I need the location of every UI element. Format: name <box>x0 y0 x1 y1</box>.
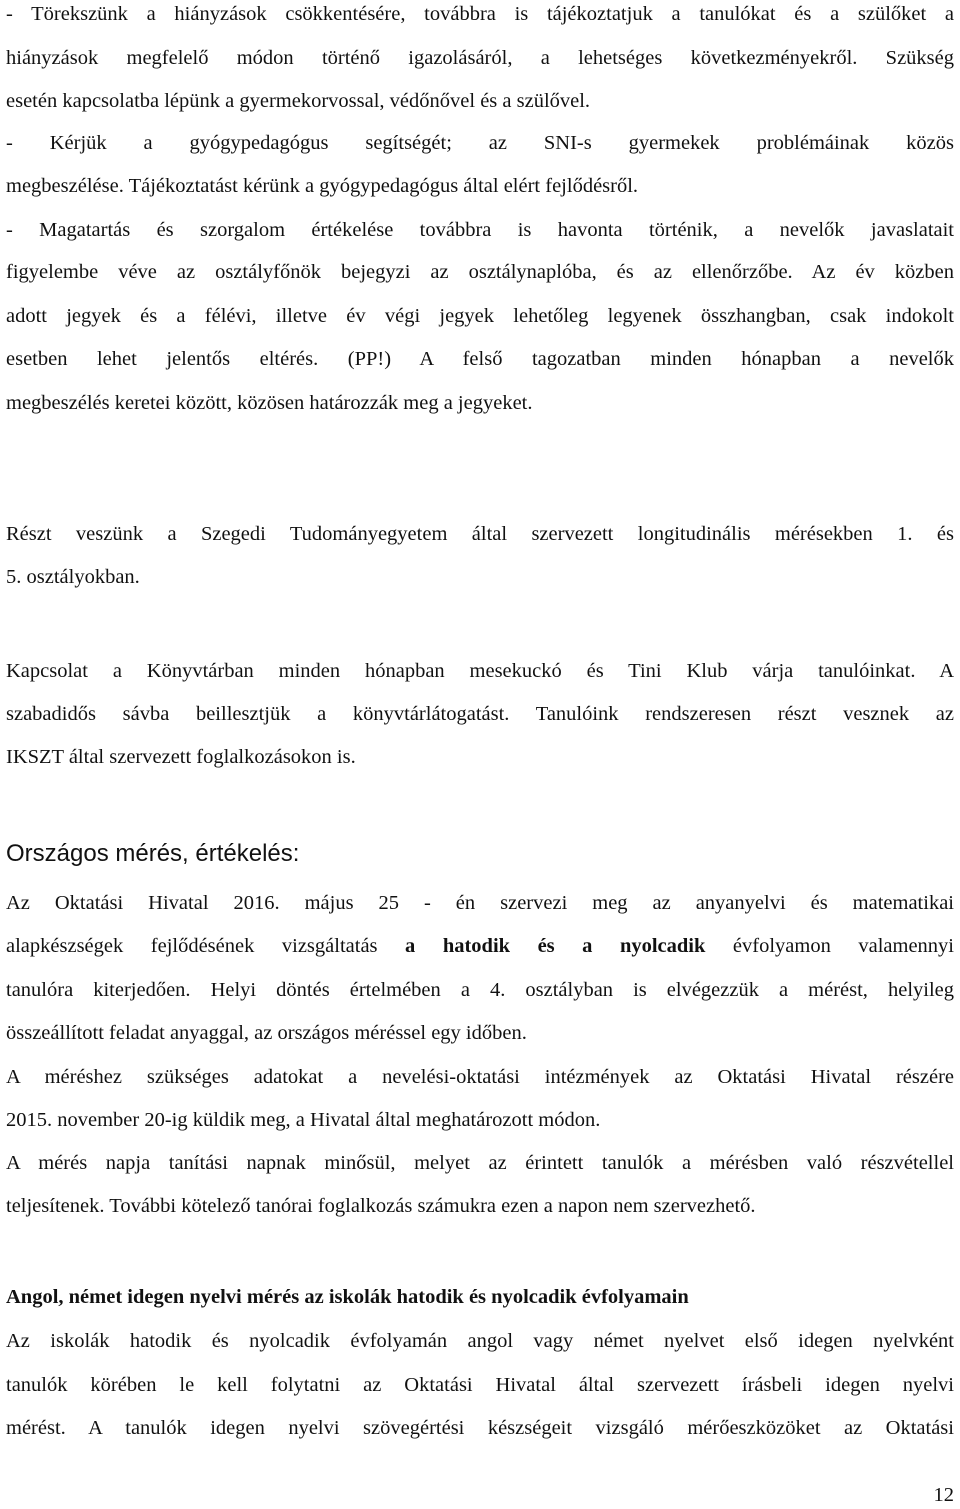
page-number: 12 <box>933 1484 954 1506</box>
text-line-with-emphasis <box>6 932 954 960</box>
text-line: - Magatartás és szorgalom értékelése továbbra is havonta történik, a nevelők javaslatait <box>6 219 954 241</box>
section-heading: Országos mérés, értékelés: <box>6 840 300 867</box>
text-line: figyelembe véve az osztályfőnök bejegyzi az osztálynaplóba, és az ellenőrzőbe. Az év közben <box>6 261 954 283</box>
text-line: A méréshez szükséges adatokat a nevelési-oktatási intézmények az Oktatási Hivatal részére <box>6 1066 954 1088</box>
text-line: IKSZT által szervezett foglalkozásokon is. <box>6 746 356 768</box>
text-line: Az iskolák hatodik és nyolcadik évfolyamán angol vagy német nyelvet első idegen nyelvként <box>6 1330 954 1352</box>
text-line: A mérés napja tanítási napnak minősül, melyet az érintett tanulók a mérésben való részvétellel <box>6 1152 954 1174</box>
text-line: tanulóra kiterjedően. Helyi döntés értelmében a 4. osztályban is elvégezzük a mérést, helyileg <box>6 979 954 1001</box>
text-line: hiányzások megfelelő módon történő igazolásáról, a lehetséges következményekről. Szükség <box>6 47 954 69</box>
text-line: Kapcsolat a Könyvtárban minden hónapban mesekuckó és Tini Klub várja tanulóinkat. A <box>6 660 954 682</box>
text-line: - Törekszünk a hiányzások csökkentésére, továbbra is tájékoztatjuk a tanulókat és a szülőket a <box>6 3 954 25</box>
text-line: összeállított feladat anyaggal, az országos méréssel egy időben. <box>6 1022 527 1044</box>
text-line: esetben lehet jelentős eltérés. (PP!) A felső tagozatban minden hónapban a nevelők <box>6 348 954 370</box>
text-line: - Kérjük a gyógypedagógus segítségét; az SNI-s gyermekek problémáinak közös <box>6 132 954 154</box>
text-line: Az Oktatási Hivatal 2016. május 25 - én szervezi meg az anyanyelvi és matematikai <box>6 892 954 914</box>
text-line: adott jegyek és a félévi, illetve év végi jegyek lehetőleg legyenek összhangban, csak indokolt <box>6 305 954 327</box>
text-line: teljesítenek. További kötelező tanórai foglalkozás számukra ezen a napon nem szervezhető. <box>6 1195 756 1217</box>
text-line: megbeszélés keretei között, közösen határozzák meg a jegyeket. <box>6 392 533 414</box>
text-line: Részt veszünk a Szegedi Tudományegyetem által szervezett longitudinális mérésekben 1. és <box>6 523 954 545</box>
text-line: szabadidős sávba beillesztjük a könyvtárlátogatást. Tanulóink rendszeresen részt vesznek az <box>6 703 954 725</box>
emphasized-text: a hatodik és a nyolcadik <box>405 935 706 957</box>
text-line: tanulók körében le kell folytatni az Oktatási Hivatal által szervezett írásbeli idegen nyelvi <box>6 1374 954 1396</box>
text-line: 2015. november 20-ig küldik meg, a Hivatal által meghatározott módon. <box>6 1109 601 1131</box>
text-line: mérést. A tanulók idegen nyelvi szövegértési készségeit vizsgáló mérőeszközöket az Oktatási <box>6 1417 954 1439</box>
text-segment: alapkészségek fejlődésének vizsgáltatás <box>6 935 406 957</box>
text-line: megbeszélése. Tájékoztatást kérünk a gyógypedagógus által elért fejlődésről. <box>6 175 639 197</box>
text-line: 5. osztályokban. <box>6 566 140 588</box>
text-segment: évfolyamon valamennyi <box>705 935 954 957</box>
subsection-heading: Angol, német idegen nyelvi mérés az iskolák hatodik és nyolcadik évfolyamain <box>6 1286 689 1308</box>
text-line: esetén kapcsolatba lépünk a gyermekorvossal, védőnővel és a szülővel. <box>6 90 591 112</box>
